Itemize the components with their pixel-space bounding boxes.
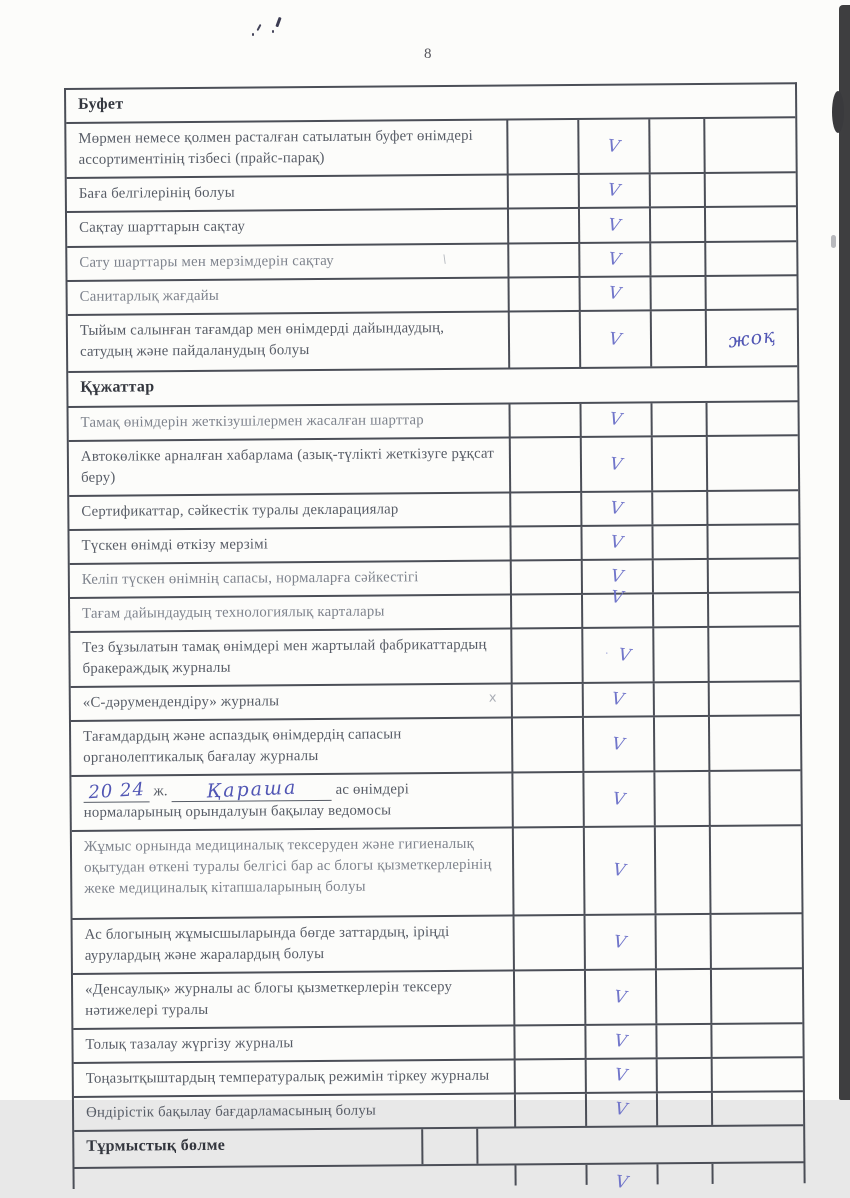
empty-cell [513,916,584,970]
table-row [69,434,798,495]
table-row [68,274,797,314]
note-cell [705,276,797,309]
empty-cell [510,561,581,594]
table-row [73,1022,802,1062]
item-text-cell: Тез бұзылатын тамақ өнімдері мен жартылай фабрикаттардың бракераждық журналы [82,636,487,677]
check-cell [577,119,648,173]
note-cell [706,491,798,524]
note-cell [711,1058,803,1091]
note-cell [708,716,800,770]
note-cell [707,627,799,681]
empty-cell [650,403,705,435]
empty-cell [653,772,708,825]
pencil-mark: ∖ [439,253,449,267]
section-header-row [74,1124,803,1167]
item-text-cell: Сату шарттары мен мерзімдерін сақтау ∖ [79,252,449,271]
checkmark-icon: V [607,283,623,305]
empty-cell [513,1026,584,1059]
empty-cell [508,312,579,368]
checkmark-icon: V [606,135,622,157]
empty-cell [509,493,580,526]
table-row [67,240,796,280]
note-cell [703,118,795,172]
checkmark-icon: V [609,453,624,475]
table-row [74,1090,803,1130]
table-row [69,489,798,529]
checkmark-icon: V [611,689,626,711]
item-text-cell: Баға белгілерінің болуы [78,184,235,202]
empty-cell [511,684,582,717]
checkmark-icon: V [614,1099,629,1121]
empty-cell [648,119,703,172]
check-cell [585,1059,656,1092]
item-text-cell: Ас блогының жұмысшыларында бөгде заттардың, іріңді аурулардың және жаралардың болуы [84,923,450,964]
checkmark-icon: V [609,498,625,520]
empty-cell [656,1093,711,1125]
note-cell [705,310,797,366]
empty-cell [511,718,582,772]
checkmark-icon: V [612,931,628,953]
empty-cell [510,629,581,683]
empty-cell [514,1165,585,1186]
note-cell [709,826,802,913]
check-cell [581,628,652,682]
table-row [74,1056,803,1096]
check-cell [583,827,655,914]
table-row [67,171,796,211]
blank-line [83,779,149,804]
note-cell [710,1024,802,1057]
checkmark-icon: V [613,986,628,1008]
empty-cell [508,404,579,437]
note-cell [708,682,800,715]
empty-cell [507,175,578,208]
note-cell [706,525,798,558]
checkmark-icon: V [607,249,623,271]
table-row [70,557,799,597]
check-cell [584,970,655,1024]
item-text-cell: Тағамдардың және аспаздық өнімдердің сапасын органолептикалық бағалау журналы [83,726,402,766]
note-cell [704,173,796,206]
item-text-cell: Тоңазытқыштардың температуралық режимін тіркеу журналы [85,1067,490,1087]
item-text: ас өнімдері нормаларының орындалуын бақылау ведомосы [83,781,410,821]
empty-cell [514,1060,585,1093]
empty-cell [652,594,707,626]
note-cell [704,242,796,275]
item-text-cell: Сақтау шарттарын сақтау [79,218,246,236]
empty-cell [650,277,705,309]
blank-line [172,776,332,803]
checkmark-icon: V [608,409,624,431]
ink-speck [252,33,254,36]
empty-cell [421,1129,476,1164]
check-cell [580,526,651,559]
empty-cell [655,970,710,1023]
empty-cell [655,1025,710,1057]
page-number: 8 [424,46,432,62]
check-cell [579,311,650,367]
item-text-cell: Тамақ өнімдерін жеткізушілермен жасалған шарттар [80,412,424,431]
empty-cell [513,971,584,1025]
note-cell [711,1092,803,1125]
section-header-row [66,84,795,122]
empty-cell [507,244,578,277]
table-row [69,523,798,563]
empty-cell [509,527,580,560]
scan-edge-shadow [839,5,850,1100]
section-header-row [68,365,797,406]
empty-cell [652,628,707,681]
table-row [66,116,795,177]
check-cell [582,683,653,716]
item-text-cell: «Денсаулық» журналы ас блогы қызметкерлерін тексеру нәтижелері туралы [85,978,453,1019]
checklist-table [64,82,806,1194]
check-cell [584,915,655,969]
handwritten-note: жоқ [726,324,777,353]
empty-cell [649,174,704,206]
pencil-mark: x [488,690,497,706]
note-cell [708,771,800,825]
check-cell [581,587,652,627]
table-row [71,769,800,830]
checkmark-icon: V [613,1031,629,1053]
check-cell [579,277,650,310]
item-text-cell: Автокөлікке арналған хабарлама (азық-түлікті жеткізуге рұқсат беру) [80,445,495,486]
empty-cell [651,526,706,558]
check-cell [580,437,651,491]
year-suffix-label: ж. [149,783,172,800]
item-text-cell [74,1165,514,1188]
item-text-cell: Жұмыс орнында медициналық тексеруден және гигиеналық оқытудан өткені туралы белгісі бар ас блогы қызметкерлерінің жеке медициналық кітапшаларының болуы [83,835,492,897]
empty-cell [655,915,710,968]
empty-cell [650,311,705,366]
empty-cell [654,827,710,913]
empty-cell [511,773,582,827]
note-cell [706,436,798,490]
item-text-cell: Санитарлық жағдайы [79,287,220,305]
table-row [68,308,797,371]
handwritten-year: 20 24 [87,779,146,804]
check-cell [578,174,649,207]
checkmark-icon: V [611,788,627,810]
checkmark-icon: V [610,566,625,588]
item-text-cell [71,774,511,830]
check-cell [582,772,653,826]
note-cell [710,914,802,968]
checkmark-icon: V [608,328,623,350]
item-text-cell: Тағам дайындаудың технологиялық карталары [82,603,385,622]
table-row [71,714,800,775]
item-text-cell: Өндірістік бақылау бағдарламасының болуы [85,1102,377,1121]
empty-cell [649,208,704,241]
ink-speck [256,24,261,31]
empty-cell [510,595,581,628]
ink-speck [272,30,274,33]
check-cell [579,403,650,436]
handwritten-month: Қараша [205,776,298,803]
table-row [70,587,799,631]
check-cell [585,1093,656,1126]
empty-cell [651,492,706,524]
note-cell [704,207,796,241]
checkmark-icon: V [609,532,625,554]
empty-cell [508,278,579,311]
checkmark-icon: V [607,180,622,202]
check-cell [582,717,653,771]
note-cell [707,593,799,626]
checkmark-icon: V [611,733,626,755]
item-text-cell: «С-дәрумендендіру» журналы x [82,690,497,711]
check-cell [584,1025,655,1058]
check-cell [580,492,651,525]
empty-cell [509,438,580,492]
section-title: Құжаттар [80,378,155,396]
empty-cell [653,717,708,770]
checkmark-icon: V [614,1065,629,1087]
checkmark-icon: V [612,860,627,882]
checkmark-icon: V [614,1172,630,1194]
item-text-cell: Тыйым салынған тағамдар мен өнімдерді дайындаудың, сатудың және пайдаланудың болуы [79,320,445,360]
check-cell [578,208,649,242]
ink-dot: · [604,647,609,660]
check-cell [578,243,649,276]
table-row [71,680,800,720]
empty-cell [649,243,704,275]
item-text-cell: Келіп түскен өнімнің сапасы, нормаларға сәйкестігі [81,569,419,588]
empty-cell [507,209,578,243]
note-cell [707,559,799,592]
note-cell [710,969,802,1023]
section-title: Буфет [78,95,124,113]
ink-speck [275,17,281,27]
table-row [73,967,802,1028]
note-cell [711,1163,803,1184]
item-text-cell: Мөрмен немесе қолмен расталған сатылатын буфет өнімдері ассортиментінің тізбесі (прайс-парақ) [78,127,474,168]
table-row [73,912,802,973]
empty-cell [514,1094,585,1127]
table-row [67,205,796,246]
table-row [72,824,802,918]
empty-cell [653,683,708,715]
section-title: Тұрмыстық бөлме [86,1136,226,1155]
item-text-cell: Толық тазалау жүргізу журналы [85,1035,294,1053]
table-row [70,625,799,686]
checkmark-icon: V [607,214,622,236]
empty-cell [651,437,706,490]
empty-cell [506,120,577,174]
empty-cell [476,1126,803,1164]
empty-cell [656,1164,711,1184]
empty-cell [512,828,584,915]
item-text-cell: Сертификаттар, сәйкестік туралы декларациялар [81,501,399,520]
check-cell [585,1164,656,1194]
table-row [68,400,797,440]
empty-cell [656,1059,711,1091]
item-text-cell: Түскен өнімді өткізу мерзімі [81,536,269,554]
checkmark-icon: V [617,644,633,666]
checkmark-icon: V [610,587,625,609]
note-cell [705,402,797,435]
empty-cell [652,560,707,592]
